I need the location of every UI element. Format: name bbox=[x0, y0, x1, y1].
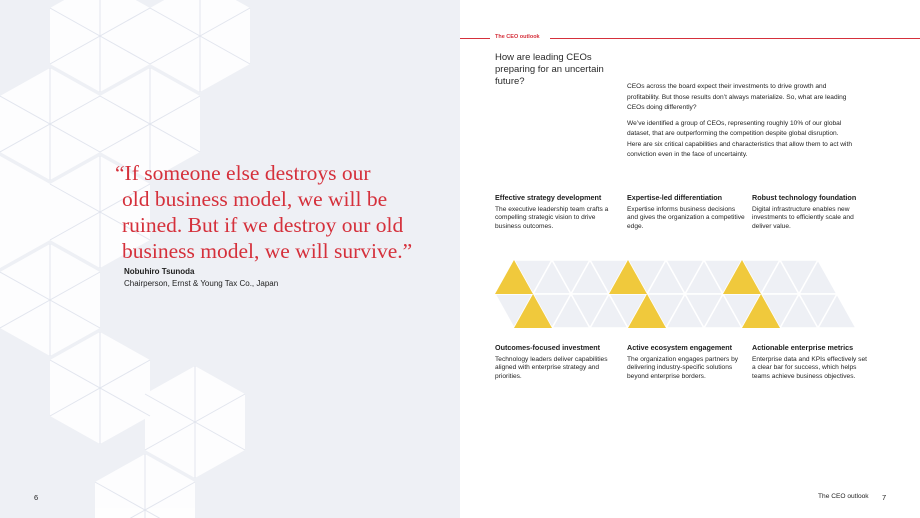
capability-description: The executive leadership team crafts a compelling strategic vision to drive business outcomes. bbox=[495, 205, 609, 230]
capability-description: Digital infrastructure enables new investments to efficiently scale and deliver value. bbox=[752, 205, 854, 230]
quote-attribution-role: Chairperson, Ernst & Young Tax Co., Japan bbox=[124, 279, 279, 288]
quote-line: business model, we will survive.” bbox=[122, 239, 413, 263]
capability-description: Technology leaders deliver capabilities aligned with enterprise strategy and priorities. bbox=[495, 355, 608, 380]
capability-actionable-metrics bbox=[752, 343, 872, 381]
quote-line: ruined. But if we destroy our old bbox=[122, 213, 404, 237]
capability-description: Enterprise data and KPIs effectively set a clear bar for success, which helps teams achieve business objectives. bbox=[752, 355, 867, 380]
intro-paragraph: CEOs across the board expect their investments to drive growth and profitability. But those results don’t always materialize. So, what are leading CEOs doing differently? bbox=[627, 83, 847, 111]
quote-line: old business model, we will be bbox=[122, 187, 388, 211]
capability-description: The organization engages partners by delivering industry-specific solutions beyond enterprise borders. bbox=[627, 355, 739, 380]
section-tag: The CEO outlook bbox=[495, 34, 540, 40]
right-page bbox=[460, 0, 920, 518]
capability-outcomes-focused bbox=[495, 343, 615, 381]
footer-title: The CEO outlook bbox=[818, 493, 869, 500]
capability-title: Robust technology foundation bbox=[752, 193, 857, 202]
header-rule bbox=[550, 38, 920, 39]
capability-title: Actionable enterprise metrics bbox=[752, 343, 854, 352]
pull-quote bbox=[115, 160, 435, 264]
capability-expertise-led bbox=[627, 193, 747, 231]
capability-title: Active ecosystem engagement bbox=[627, 343, 733, 352]
intro-paragraph: We’ve identified a group of CEOs, representing roughly 10% of our global dataset, that are outperforming the competition despite global disruption. Here are six critical capabilities and characteristics that allow them to act with conviction even in the face of uncertainty. bbox=[627, 119, 853, 158]
page-number-right: 7 bbox=[882, 493, 887, 502]
capability-active-ecosystem bbox=[627, 343, 747, 381]
header-rule bbox=[460, 38, 490, 39]
capability-title: Outcomes-focused investment bbox=[495, 343, 601, 352]
section-question: How are leading CEOs preparing for an uncertain future? bbox=[495, 52, 604, 87]
intro-text bbox=[627, 82, 852, 166]
capability-effective-strategy bbox=[495, 193, 615, 231]
quote-line: “If someone else destroys our bbox=[115, 161, 371, 185]
triangle-pattern-band bbox=[490, 258, 862, 334]
quote-attribution-name: Nobuhiro Tsunoda bbox=[124, 267, 195, 276]
capability-robust-technology bbox=[752, 193, 872, 231]
capability-title: Effective strategy development bbox=[495, 193, 602, 202]
capability-title: Expertise-led differentiation bbox=[627, 193, 723, 202]
capability-description: Expertise informs business decisions and gives the organization a competitive edge. bbox=[627, 205, 745, 230]
page-number-left: 6 bbox=[34, 493, 39, 502]
